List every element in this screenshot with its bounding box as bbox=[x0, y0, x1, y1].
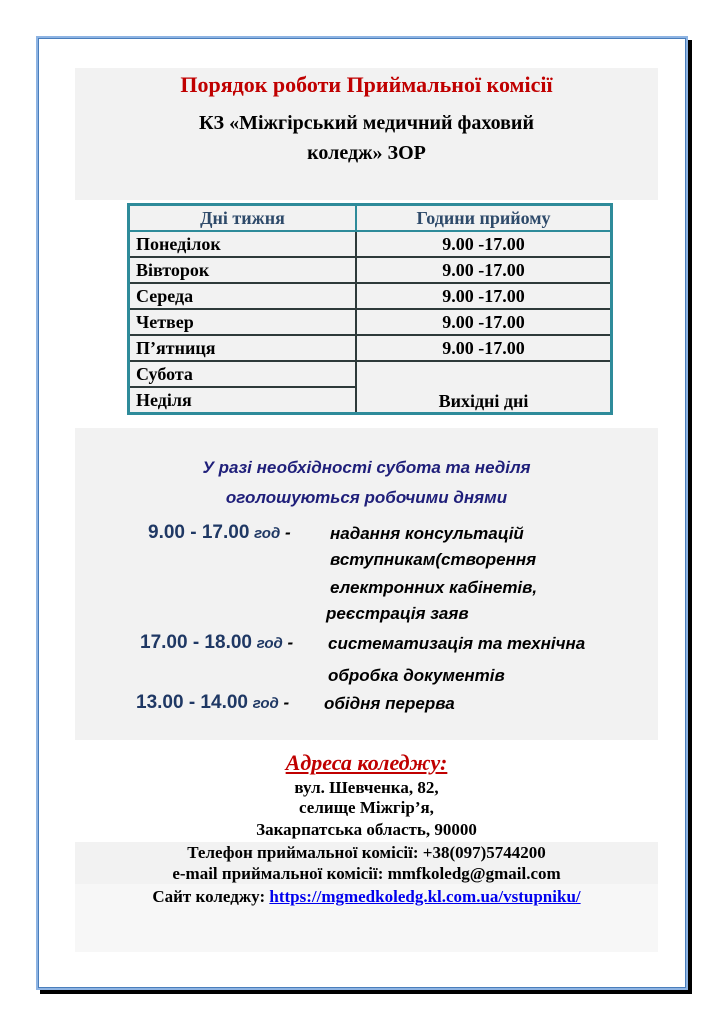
address-region: Закарпатська область, 90000 bbox=[256, 820, 477, 839]
day-cell: П’ятниця bbox=[129, 335, 357, 361]
site-line bbox=[75, 887, 658, 907]
table-row bbox=[129, 231, 612, 257]
college-name-line1: КЗ «Міжгірський медичний фаховий bbox=[199, 112, 534, 134]
page-title: Порядок роботи Приймальної комісії bbox=[180, 72, 553, 97]
site-label: Сайт коледжу: bbox=[152, 887, 270, 906]
separator: - bbox=[287, 633, 294, 652]
schedule-desc: вступникам(створення bbox=[330, 550, 537, 569]
reception-hours-table bbox=[127, 203, 613, 415]
hours-cell: 9.00 -17.00 bbox=[356, 283, 612, 309]
hours-cell: 9.00 -17.00 bbox=[356, 335, 612, 361]
table-row bbox=[129, 309, 612, 335]
phone-line: Телефон приймальної комісії: +38(097)5744200 bbox=[187, 843, 546, 862]
schedule-item-time bbox=[148, 522, 291, 544]
time-range: 13.00 - 14.00 bbox=[136, 692, 248, 713]
table-row bbox=[129, 283, 612, 309]
schedule-desc: систематизація та технічна bbox=[328, 634, 586, 653]
time-unit: год bbox=[252, 695, 279, 712]
day-cell: Субота bbox=[129, 361, 357, 387]
day-cell: Неділя bbox=[129, 387, 357, 414]
table-row bbox=[129, 257, 612, 283]
notice-line2: оголошуються робочими днями bbox=[225, 488, 508, 507]
schedule-desc: електронних кабінетів, bbox=[330, 578, 538, 597]
day-cell: Четвер bbox=[129, 309, 357, 335]
table-row bbox=[129, 361, 612, 387]
college-name-line2: коледж» ЗОР bbox=[307, 142, 426, 164]
email-line: e-mail приймальної комісії: mmfkoledg@gmail.com bbox=[172, 864, 561, 883]
schedule-item-time bbox=[140, 632, 293, 654]
schedule-desc: обідня перерва bbox=[324, 694, 455, 713]
table-row bbox=[129, 335, 612, 361]
site-link[interactable]: https://mgmedkoledg.kl.com.ua/vstupniku/ bbox=[269, 887, 581, 906]
time-unit: год bbox=[254, 525, 281, 542]
day-cell: Середа bbox=[129, 283, 357, 309]
day-cell: Понеділок bbox=[129, 231, 357, 257]
time-range: 9.00 - 17.00 bbox=[148, 522, 250, 543]
notice-line1: У разі необхідності субота та неділя bbox=[202, 458, 531, 477]
schedule-desc: реєстрація заяв bbox=[326, 604, 469, 623]
separator: - bbox=[284, 523, 291, 542]
schedule-desc: надання консультацій bbox=[330, 524, 524, 543]
hours-cell: 9.00 -17.00 bbox=[356, 309, 612, 335]
time-range: 17.00 - 18.00 bbox=[140, 632, 252, 653]
time-unit: год bbox=[256, 635, 283, 652]
hours-cell: 9.00 -17.00 bbox=[356, 257, 612, 283]
address-title: Адреса коледжу: bbox=[285, 750, 448, 775]
weekend-cell: Вихідні дні bbox=[356, 361, 612, 414]
schedule-desc: обробка документів bbox=[328, 666, 505, 685]
schedule-item-time bbox=[136, 692, 289, 714]
col-header-hours: Години прийому bbox=[356, 205, 612, 232]
separator: - bbox=[283, 693, 290, 712]
address-street: вул. Шевченка, 82, bbox=[294, 778, 439, 797]
hours-cell: 9.00 -17.00 bbox=[356, 231, 612, 257]
day-cell: Вівторок bbox=[129, 257, 357, 283]
address-village: селище Міжгір’я, bbox=[299, 798, 434, 817]
col-header-days: Дні тижня bbox=[129, 205, 357, 232]
